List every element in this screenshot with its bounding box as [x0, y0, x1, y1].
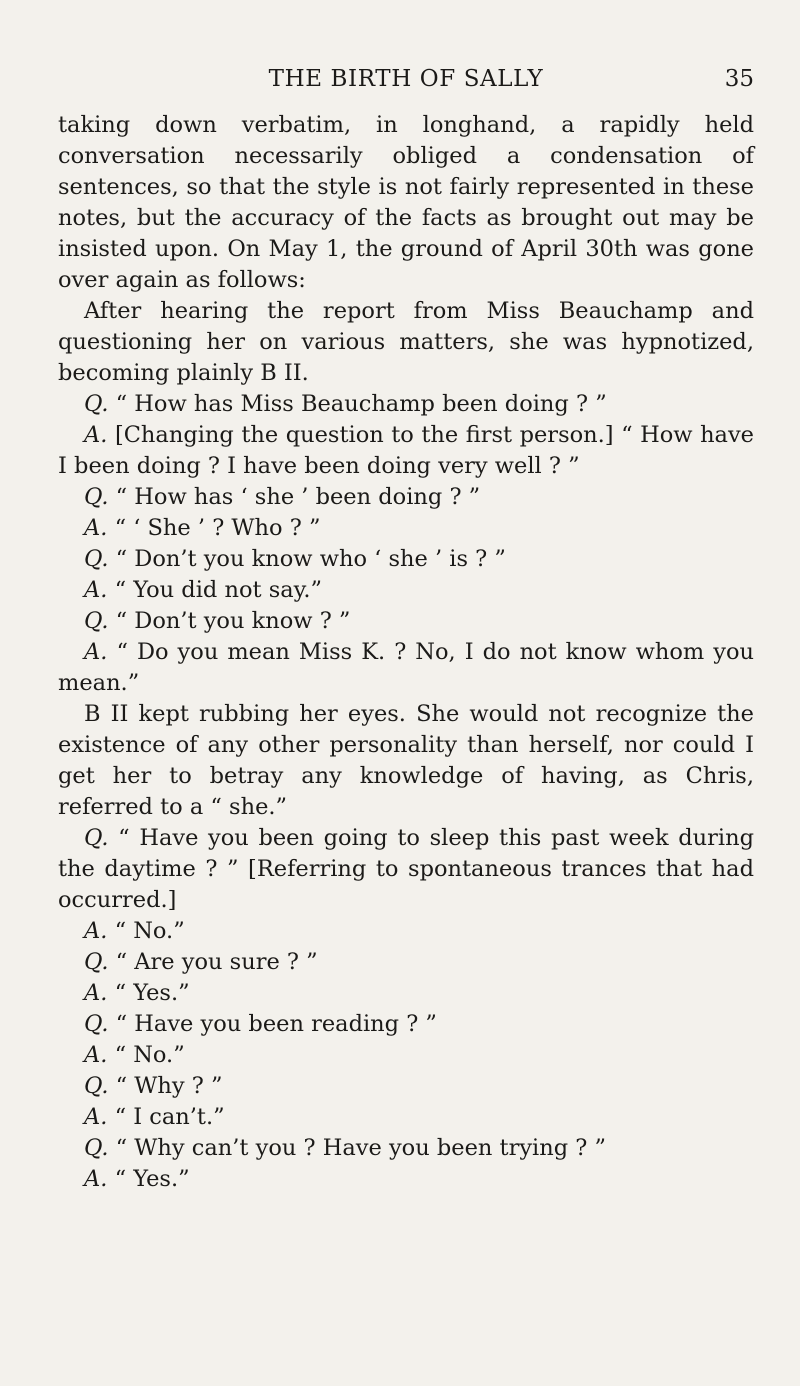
paragraph-text: B II kept rubbing her eyes. She would not recognize the existence of any other personality than herself, nor could I get her to betray any knowledge of having, as Chris, referred to a “ she.” [58, 701, 754, 820]
speaker-label: A. [84, 1104, 108, 1130]
speaker-label: Q. [84, 1011, 109, 1037]
speaker-label: Q. [84, 1073, 109, 1099]
dialogue-line [58, 1009, 754, 1040]
dialogue-line [58, 916, 754, 947]
speaker-label: Q. [84, 825, 109, 851]
speaker-label: Q. [84, 949, 109, 975]
paragraph [58, 110, 754, 296]
running-head: THE BIRTH OF SALLY [268, 66, 544, 92]
dialogue-line [58, 1102, 754, 1133]
speaker-label: Q. [84, 546, 109, 572]
paragraph-text: “ You did not say.” [114, 577, 323, 603]
speaker-label: Q. [84, 1135, 109, 1161]
dialogue-line [58, 978, 754, 1009]
paragraph-text: [Changing the question to the first person.] “ How have I been doing ? I have been doing very well ? ” [58, 422, 754, 479]
dialogue-line [58, 389, 754, 420]
speaker-label: A. [84, 1042, 108, 1068]
paragraph-text: “ Don’t you know who ‘ she ’ is ? ” [115, 546, 506, 572]
speaker-label: A. [84, 577, 108, 603]
dialogue-line [58, 482, 754, 513]
dialogue-line [58, 947, 754, 978]
speaker-label: Q. [84, 608, 109, 634]
paragraph-text: “ Why can’t you ? Have you been trying ? ” [115, 1135, 607, 1161]
paragraph-text: “ Yes.” [114, 980, 190, 1006]
paragraph-text: “ Do you mean Miss K. ? No, I do not know whom you mean.” [58, 639, 755, 696]
speaker-label: A. [84, 918, 108, 944]
paragraph-text: “ How has ‘ she ’ been doing ? ” [115, 484, 481, 510]
speaker-label: A. [84, 980, 108, 1006]
dialogue-line [58, 1040, 754, 1071]
paragraph [58, 296, 754, 389]
speaker-label: A. [84, 639, 108, 665]
body-text [58, 110, 754, 1195]
paragraph-text: taking down verbatim, in longhand, a rapidly held conversation necessarily obliged a condensation of sentences, so that the style is not fairly represented in these notes, but the accuracy of the facts as brought out may be insisted upon. On May 1, the ground of April 30th was gone over again as follows: [58, 112, 754, 293]
dialogue-line [58, 1164, 754, 1195]
paragraph-text: “ How has Miss Beauchamp been doing ? ” [115, 391, 607, 417]
paragraph-text: “ Have you been going to sleep this past week during the daytime ? ” [Referring to spontaneous trances that had occurred.] [58, 825, 754, 913]
dialogue-line [58, 606, 754, 637]
page-number: 35 [724, 66, 754, 92]
speaker-label: Q. [84, 484, 109, 510]
speaker-label: A. [84, 515, 108, 541]
paragraph [58, 699, 754, 823]
page-header [58, 66, 754, 102]
paragraph-text: “ Are you sure ? ” [115, 949, 318, 975]
paragraph-text: “ Don’t you know ? ” [115, 608, 351, 634]
dialogue-line [58, 637, 754, 699]
paragraph-text: “ Yes.” [114, 1166, 190, 1192]
paragraph-text: “ No.” [114, 918, 185, 944]
dialogue-line [58, 513, 754, 544]
speaker-label: A. [84, 1166, 108, 1192]
paragraph-text: “ Why ? ” [115, 1073, 223, 1099]
paragraph-text: “ I can’t.” [114, 1104, 225, 1130]
speaker-label: A. [84, 422, 108, 448]
dialogue-line [58, 544, 754, 575]
paragraph-text: “ ‘ She ’ ? Who ? ” [114, 515, 321, 541]
paragraph-text: “ Have you been reading ? ” [115, 1011, 437, 1037]
paragraph-text: After hearing the report from Miss Beauchamp and questioning her on various matters, she was hypnotized, becoming plainly B II. [58, 298, 754, 386]
dialogue-line [58, 1133, 754, 1164]
speaker-label: Q. [84, 391, 109, 417]
dialogue-line [58, 823, 754, 916]
dialogue-line [58, 575, 754, 606]
paragraph-text: “ No.” [114, 1042, 185, 1068]
dialogue-line [58, 420, 754, 482]
dialogue-line [58, 1071, 754, 1102]
